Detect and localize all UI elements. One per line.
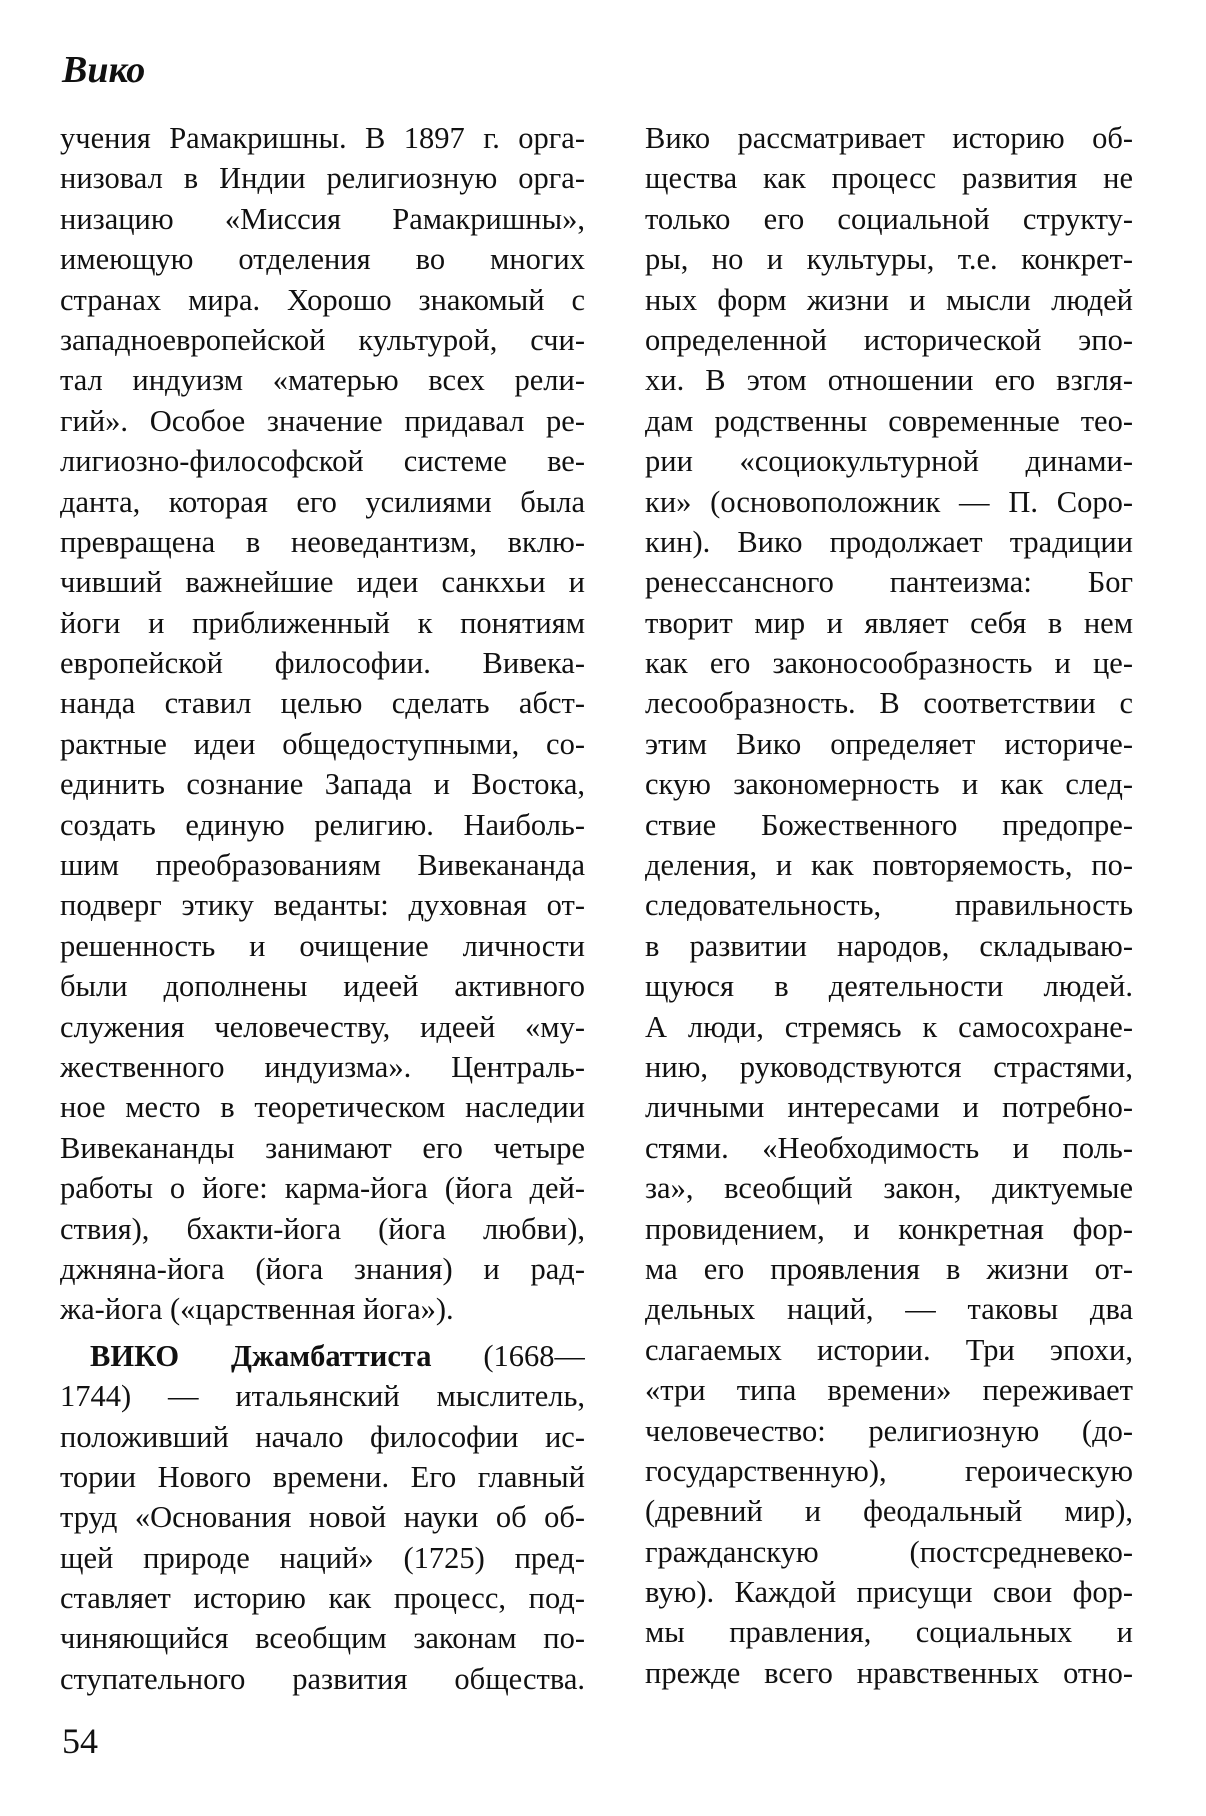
text-line: Вико рассматривает историю об-: [645, 121, 1133, 155]
text-line: низацию «Миссия Рамакришны»,: [60, 201, 585, 236]
text-line: ки» (основоположник — П. Соро-: [645, 484, 1133, 519]
text-line: единить сознание Запада и Востока,: [60, 767, 585, 802]
text-line: определенной исторической эпо-: [645, 322, 1133, 357]
text-line: дельных наций, — таковы два: [645, 1292, 1133, 1327]
text-line: слагаемых истории. Три эпохи,: [645, 1332, 1133, 1367]
text-line: хи. В этом отношении его взгля-: [645, 363, 1133, 398]
text-line: творит мир и являет себя в нем: [645, 605, 1133, 640]
text-line: служения человечеству, идеей «му-: [60, 1009, 585, 1044]
text-line: скую закономерность и как след-: [645, 767, 1133, 802]
text-line: решенность и очищение личности: [60, 928, 585, 963]
text-line: имеющую отделения во многих: [60, 242, 585, 277]
text-line: лесообразность. В соответствии с: [645, 686, 1133, 721]
text-line: прежде всего нравственных отно-: [645, 1655, 1133, 1690]
text-line: как его законосообразность и це-: [645, 646, 1133, 681]
text-line: рактные идеи общедоступными, со-: [60, 726, 585, 761]
text-line: гий». Особое значение придавал ре-: [60, 403, 585, 438]
text-line: деления, и как повторяемость, по-: [645, 848, 1133, 883]
text-line: тал индуизм «матерью всех рели-: [60, 363, 585, 398]
text-line: кин). Вико продолжает традиции: [645, 524, 1133, 559]
text-line: жественного индуизма». Централь-: [60, 1049, 585, 1084]
text-line: государственную), героическую: [645, 1453, 1133, 1488]
entry-headword: ВИКО Джамбаттиста: [90, 1338, 432, 1373]
text-line: подверг этику веданты: духовная от-: [60, 888, 585, 923]
text-line: стями. «Необходимость и поль-: [645, 1130, 1133, 1165]
text-line: шим преобразованиям Вивекананда: [60, 848, 585, 883]
text-line: этим Вико определяет историче-: [645, 726, 1133, 761]
text-line: труд «Основания новой науки об об-: [60, 1500, 585, 1535]
text-line: дам родственны современные тео-: [645, 403, 1133, 438]
text-line: мы правления, социальных и: [645, 1615, 1133, 1650]
text-line: следовательность, правильность: [645, 888, 1133, 923]
dictionary-entry-vico: [60, 1336, 585, 1700]
text-line: ствие Божественного предопре-: [645, 807, 1133, 842]
text-line: человечество: религиозную (до-: [645, 1413, 1133, 1448]
text-line: работы о йоге: карма-йога (йога дей-: [60, 1171, 585, 1206]
left-column: [60, 118, 585, 1699]
text-line: чиняющийся всеобщим законам по-: [60, 1621, 585, 1656]
text-line: низовал в Индии религиозную орга-: [60, 161, 585, 196]
text-line: странах мира. Хорошо знакомый с: [60, 282, 585, 317]
text-line: европейской философии. Вивека-: [60, 646, 585, 681]
text-line: ма его проявления в жизни от-: [645, 1251, 1133, 1286]
text-line: ступательного развития общества.: [60, 1661, 585, 1696]
left-paragraph: [60, 118, 585, 1330]
text-line: ставляет историю как процесс, под-: [60, 1581, 585, 1616]
text-line: Вивекананды занимают его четыре: [60, 1130, 585, 1165]
text-line: лигиозно-философской системе ве-: [60, 444, 585, 479]
text-line: (древний и феодальный мир),: [645, 1494, 1133, 1529]
text-line: А люди, стремясь к самосохране-: [645, 1009, 1133, 1044]
text-line: щуюся в деятельности людей.: [645, 969, 1133, 1004]
right-column: [645, 118, 1133, 1693]
text-line: нанда ставил целью сделать абст-: [60, 686, 585, 721]
text-line: за», всеобщий закон, диктуемые: [645, 1171, 1133, 1206]
text-line: учения Рамакришны. В 1897 г. орга-: [60, 121, 585, 155]
text-line: в развитии народов, складываю-: [645, 928, 1133, 963]
text-line: «три типа времени» переживает: [645, 1373, 1133, 1408]
text-line: йоги и приближенный к понятиям: [60, 605, 585, 640]
text-line: западноевропейской культурой, счи-: [60, 322, 585, 357]
text-line: провидением, и конкретная фор-: [645, 1211, 1133, 1246]
text-line: ствия), бхакти-йога (йога любви),: [60, 1211, 585, 1246]
entry-dates-start: (1668—: [431, 1338, 585, 1373]
text-line: ренессансного пантеизма: Бог: [645, 565, 1133, 600]
text-line: вую). Каждой присущи свои фор-: [645, 1575, 1133, 1610]
entry-first-line: [60, 1336, 585, 1376]
text-line: положивший начало философии ис-: [60, 1419, 585, 1454]
text-line: ры, но и культуры, т.е. конкрет-: [645, 242, 1133, 277]
text-line: 1744) — итальянский мыслитель,: [60, 1379, 585, 1414]
text-line: ных форм жизни и мысли людей: [645, 282, 1133, 317]
text-line: только его социальной структу-: [645, 201, 1133, 236]
text-line: рии «социокультурной динами-: [645, 444, 1133, 479]
text-line: были дополнены идеей активного: [60, 969, 585, 1004]
text-line: щей природе наций» (1725) пред-: [60, 1540, 585, 1575]
text-line: ное место в теоретическом наследии: [60, 1090, 585, 1125]
text-line: данта, которая его усилиями была: [60, 484, 585, 519]
text-line: жа-йога («царственная йога»).: [60, 1292, 454, 1327]
text-line: тории Нового времени. Его главный: [60, 1459, 585, 1494]
text-line: личными интересами и потребно-: [645, 1090, 1133, 1125]
text-line: превращена в неоведантизм, вклю-: [60, 524, 585, 559]
running-head: Вико: [62, 49, 146, 91]
text-line: гражданскую (постсредневеко-: [645, 1534, 1133, 1569]
page-number: 54: [62, 1721, 98, 1761]
text-line: щества как процесс развития не: [645, 161, 1133, 196]
text-line: нию, руководствуются страстями,: [645, 1049, 1133, 1084]
text-line: чивший важнейшие идеи санкхьи и: [60, 565, 585, 600]
text-line: создать единую религию. Наиболь-: [60, 807, 585, 842]
text-line: джняна-йога (йога знания) и рад-: [60, 1251, 585, 1286]
